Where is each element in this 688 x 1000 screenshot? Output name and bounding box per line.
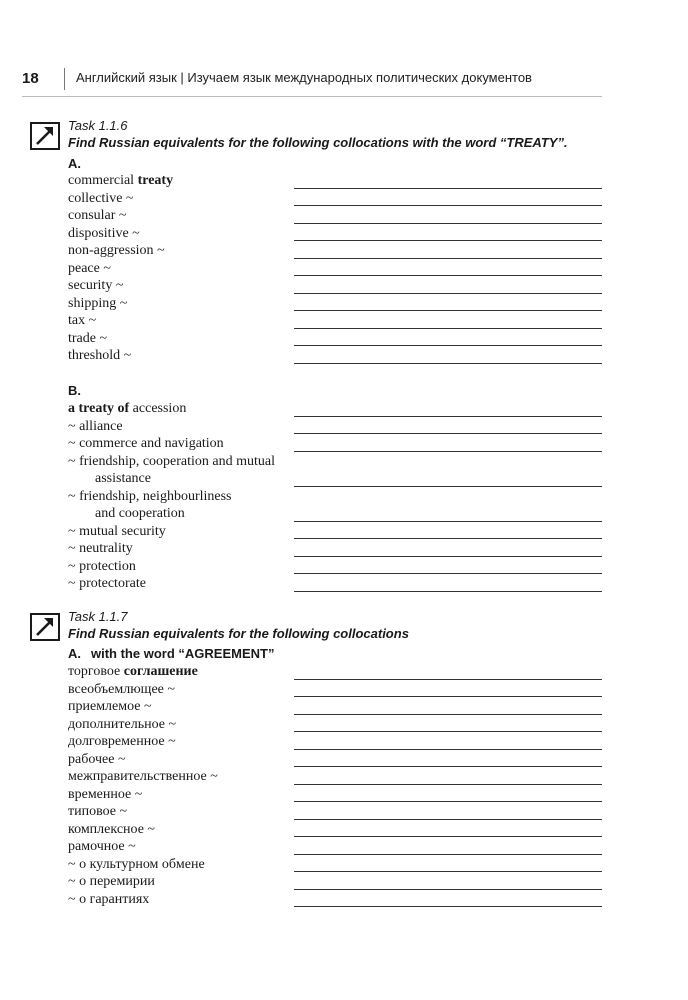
collocation-text: ~ friendship, neighbourliness and cooperation [68, 488, 232, 521]
task-number: Task 1.1.7 [68, 609, 128, 624]
list-item [68, 242, 602, 260]
collocation-text: a treaty of accession [68, 401, 187, 416]
collocation-text: non-aggression ~ [68, 243, 165, 258]
collocation-text: торговое соглашение [68, 664, 198, 679]
task-instruction: Find Russian equivalents for the following collocations with the word “TREATY”. [68, 135, 568, 150]
answer-line[interactable] [294, 854, 602, 855]
collocation-text: threshold ~ [68, 348, 132, 363]
page-header [22, 66, 602, 96]
arrow-up-right-icon [30, 122, 60, 150]
section-b-label: B. [68, 383, 81, 398]
collocation-text: ~ neutrality [68, 541, 133, 556]
collocation-text: peace ~ [68, 260, 111, 276]
collocation-text: ~ о перемирии [68, 874, 155, 889]
list-item [68, 523, 602, 541]
answer-line[interactable] [294, 293, 602, 294]
collocation-text: приемлемое ~ [68, 699, 152, 714]
list-item [68, 768, 602, 786]
answer-line[interactable] [294, 679, 602, 680]
task-number: Task 1.1.6 [68, 118, 128, 133]
answer-line[interactable] [294, 871, 602, 872]
list-item [68, 873, 602, 891]
answer-line[interactable] [294, 784, 602, 785]
collocation-text: ~ mutual security [68, 523, 166, 539]
list-item [68, 330, 602, 348]
collocation-text: долговременное ~ [68, 734, 176, 749]
answer-line[interactable] [294, 766, 602, 767]
list-item [68, 786, 602, 804]
task-instruction: Find Russian equivalents for the following collocations [68, 626, 409, 641]
answer-line[interactable] [294, 275, 602, 276]
running-title: Английский язык | Изучаем язык международных политических документов [76, 70, 532, 85]
section-a-label: A. [68, 156, 81, 171]
collocation-text: дополнительное ~ [68, 716, 177, 732]
list-item [68, 856, 602, 874]
collocation-text: ~ protectorate [68, 576, 146, 591]
answer-line[interactable] [294, 416, 602, 417]
answer-line[interactable] [294, 573, 602, 574]
collocation-text: межправительственное ~ [68, 769, 218, 784]
section-sublabel: with the word “AGREEMENT” [91, 646, 275, 661]
page-number: 18 [22, 70, 39, 87]
list-item [68, 400, 602, 418]
answer-line[interactable] [294, 591, 602, 592]
collocation-text: рабочее ~ [68, 751, 126, 767]
list-item [68, 716, 602, 734]
collocation-text: ~ friendship, cooperation and mutual assistance [68, 453, 276, 486]
answer-line[interactable] [294, 188, 602, 189]
collocation-text: типовое ~ [68, 804, 128, 819]
answer-line[interactable] [294, 556, 602, 557]
list-item [68, 803, 602, 821]
answer-line[interactable] [294, 433, 602, 434]
list-item [68, 312, 602, 330]
list-item [68, 540, 602, 558]
answer-line[interactable] [294, 205, 602, 206]
collocation-text: shipping ~ [68, 295, 128, 311]
collocation-text: trade ~ [68, 330, 108, 346]
list-item [68, 733, 602, 751]
collocation-text: ~ protection [68, 558, 136, 574]
answer-line[interactable] [294, 521, 602, 522]
list-item [68, 190, 602, 208]
list-item [68, 260, 602, 278]
answer-line[interactable] [294, 801, 602, 802]
collocation-text: рамочное ~ [68, 839, 136, 854]
list-item [68, 575, 602, 593]
answer-line[interactable] [294, 240, 602, 241]
arrow-up-right-icon [30, 613, 60, 641]
list-item [68, 488, 602, 523]
collocation-text: ~ alliance [68, 418, 123, 434]
collocation-text: dispositive ~ [68, 225, 140, 241]
list-item [68, 225, 602, 243]
answer-line[interactable] [294, 714, 602, 715]
collocation-text: всеобъемлющее ~ [68, 681, 175, 697]
answer-line[interactable] [294, 906, 602, 907]
collocation-text: комплексное ~ [68, 821, 155, 837]
collocation-text: consular ~ [68, 208, 127, 223]
list-item [68, 207, 602, 225]
answer-line[interactable] [294, 328, 602, 329]
list-item [68, 821, 602, 839]
answer-line[interactable] [294, 486, 602, 487]
answer-line[interactable] [294, 363, 602, 364]
header-divider [64, 68, 65, 90]
collocation-text: временное ~ [68, 786, 143, 802]
answer-line[interactable] [294, 258, 602, 259]
header-rule [22, 96, 602, 97]
list-item [68, 663, 602, 681]
collocation-text: tax ~ [68, 313, 97, 328]
list-item [68, 172, 602, 190]
list-item [68, 435, 602, 453]
list-item [68, 751, 602, 769]
list-item [68, 891, 602, 909]
answer-line[interactable] [294, 310, 602, 311]
list-item [68, 453, 602, 488]
list-item [68, 347, 602, 365]
list-item [68, 681, 602, 699]
collocation-text: ~ commerce and navigation [68, 436, 224, 451]
collocation-text: ~ о гарантиях [68, 891, 150, 907]
collocation-text: collective ~ [68, 190, 134, 206]
answer-line[interactable] [294, 345, 602, 346]
list-item [68, 558, 602, 576]
answer-line[interactable] [294, 538, 602, 539]
list-item [68, 277, 602, 295]
answer-line[interactable] [294, 889, 602, 890]
section-a-label: A. with the word “AGREEMENT” [68, 646, 275, 661]
list-item [68, 295, 602, 313]
answer-line[interactable] [294, 223, 602, 224]
answer-line[interactable] [294, 836, 602, 837]
list-item [68, 838, 602, 856]
answer-line[interactable] [294, 696, 602, 697]
list-item [68, 698, 602, 716]
answer-line[interactable] [294, 819, 602, 820]
collocation-text: commercial treaty [68, 173, 174, 188]
answer-line[interactable] [294, 749, 602, 750]
answer-line[interactable] [294, 731, 602, 732]
list-item [68, 418, 602, 436]
collocation-text: ~ о культурном обмене [68, 856, 205, 872]
collocation-text: security ~ [68, 278, 124, 293]
answer-line[interactable] [294, 451, 602, 452]
